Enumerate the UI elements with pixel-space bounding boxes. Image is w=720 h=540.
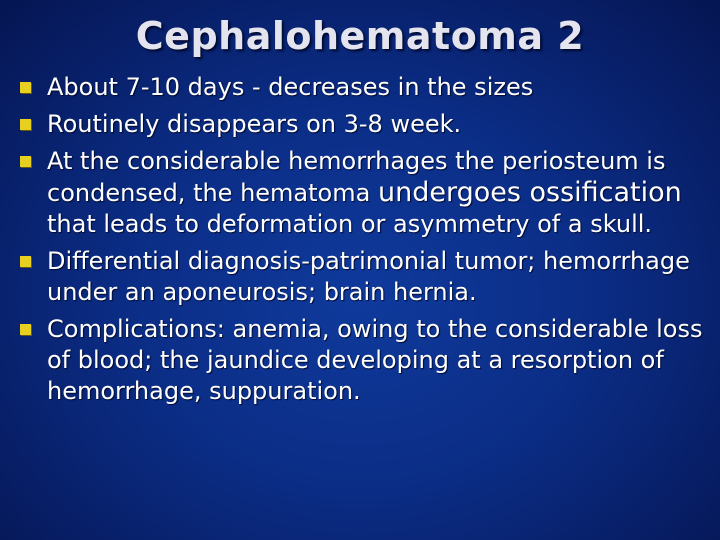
bullet-list: [18, 72, 708, 413]
bullet-text: About 7-10 days - decreases in the sizes: [47, 73, 534, 101]
bullet-item: [18, 314, 708, 407]
square-bullet-icon: [20, 82, 31, 93]
bullet-text: Routinely disappears on 3-8 week.: [47, 110, 462, 138]
bullet-item: [18, 72, 708, 103]
square-bullet-icon: [20, 256, 31, 267]
bullet-item: [18, 146, 708, 240]
bullet-item: [18, 246, 708, 308]
square-bullet-icon: [20, 156, 31, 167]
bullet-text: At the considerable hemorrhages the periosteum is condensed, the hematoma: [47, 147, 666, 207]
bullet-emphasis-text: undergoes ossification: [377, 177, 682, 208]
bullet-text: Differential diagnosis-patrimonial tumor; hemorrhage under an aponeurosis; brain hernia.: [47, 247, 690, 306]
bullet-item: [18, 109, 708, 140]
square-bullet-icon: [20, 119, 31, 130]
bullet-text: Complications: anemia, owing to the considerable loss of blood; the jaundice developing at a resorption of hemorrhage, suppuration.: [47, 315, 703, 405]
bullet-text: that leads to deformation or asymmetry of a skull.: [47, 210, 653, 238]
slide-title: Cephalohematoma 2: [135, 14, 585, 58]
square-bullet-icon: [20, 324, 31, 335]
